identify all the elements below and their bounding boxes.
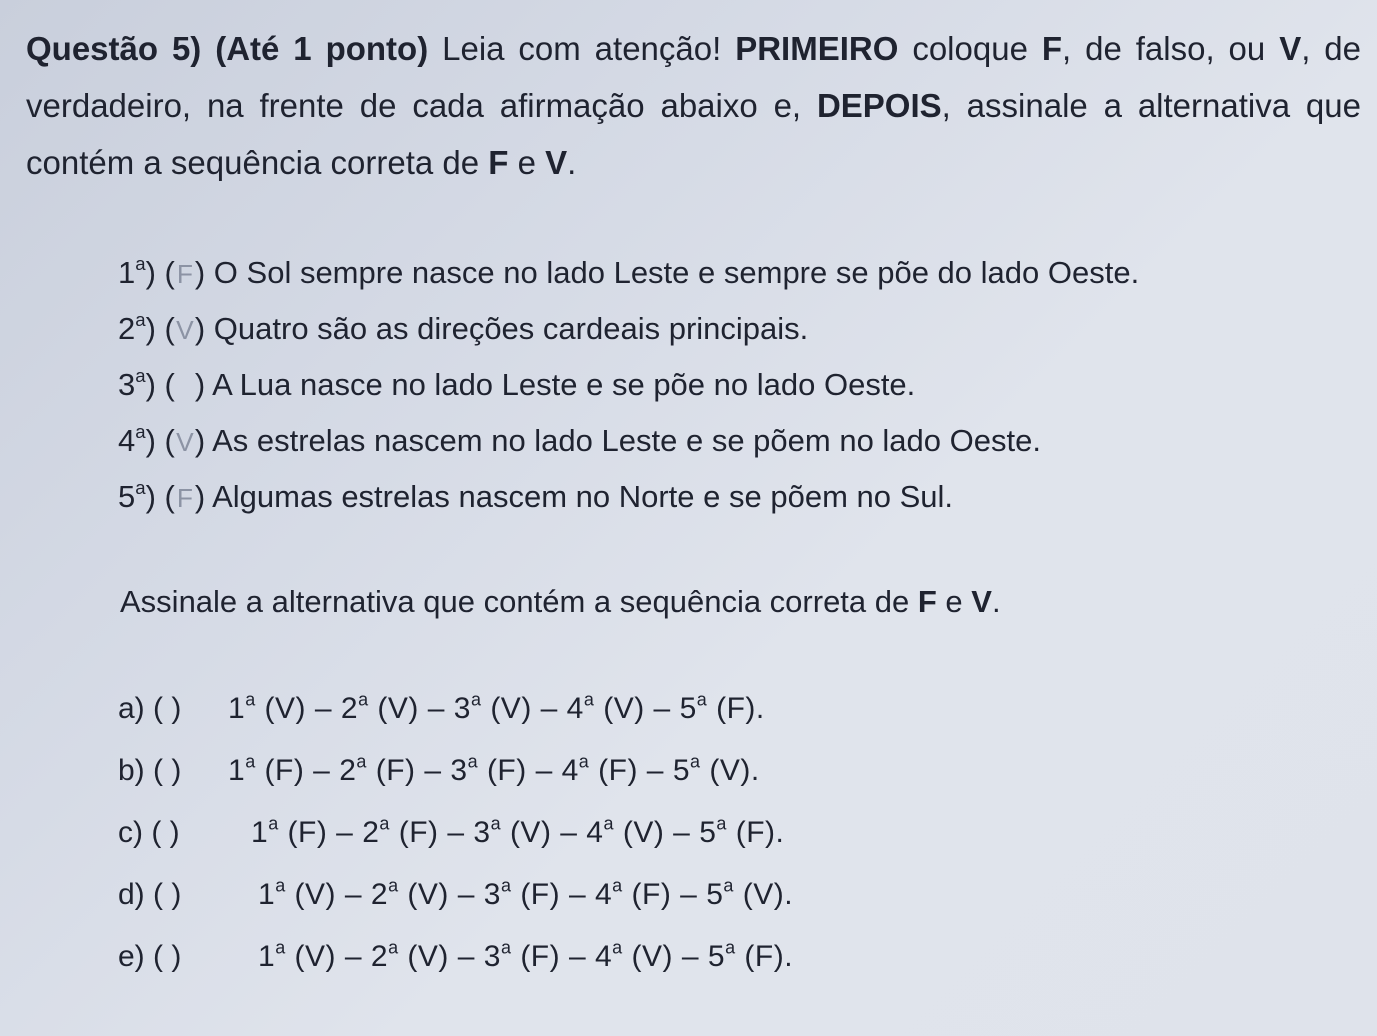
statement-item: 3$^a$) ( ) A Lua nasce no lado Leste e se põe no lado Oeste. [118, 364, 916, 402]
statement-item: 1$^a$) (F) O Sol sempre nasce no lado Leste e sempre se põe do lado Oeste. [118, 245, 1139, 301]
header-bold: DEPOIS [816, 87, 942, 124]
option-b[interactable] [118, 745, 793, 797]
question-header [26, 20, 1361, 191]
header-bold: F [1041, 30, 1063, 67]
statement-text: Quatro são as direções cardeais principais. [213, 311, 809, 346]
instruction-prompt [120, 580, 1001, 624]
question-label: Questão 5) (Até 1 ponto) [26, 30, 429, 67]
answer-mark[interactable]: F [176, 259, 193, 289]
header-text: . [567, 144, 577, 181]
answer-mark[interactable]: V [176, 315, 194, 345]
prompt-bold: V [971, 584, 992, 619]
statement-text: As estrelas nascem no lado Leste e se põem no lado Oeste. [212, 423, 1041, 458]
option-c[interactable] [118, 807, 793, 859]
header-text: coloque [898, 30, 1042, 67]
prompt-text: e [936, 584, 972, 619]
header-text: , assinale a alternativa que contém a sequência correta de [26, 87, 1361, 181]
header-bold: V [545, 144, 568, 181]
option-checkbox[interactable]: a) ( ) [118, 692, 182, 725]
statement-item: 4$^a$) (V) As estrelas nascem no lado Leste e se põem no lado Oeste. [118, 413, 1139, 469]
prompt-text: . [991, 584, 1001, 619]
option-checkbox[interactable]: e) ( ) [118, 940, 182, 973]
statement-text: Algumas estrelas nascem no Norte e se põem no Sul. [212, 479, 954, 514]
option-sequence: 1$^a$ (F) – 2$^a$ (F) – 3$^a$ (F) – 4$^a$ (F) – 5$^a$ (V). [228, 751, 760, 787]
option-checkbox[interactable]: c) ( ) [118, 816, 180, 849]
option-sequence: 1$^a$ (V) – 2$^a$ (V) – 3$^a$ (V) – 4$^a$ (V) – 5$^a$ (F). [228, 689, 765, 725]
statement-list [118, 245, 1139, 525]
header-text: , de verdadeiro, na frente de cada afirmação abaixo e, [26, 30, 1361, 124]
option-a[interactable] [118, 683, 793, 735]
answer-mark[interactable]: F [176, 483, 193, 513]
option-sequence: 1$^a$ (V) – 2$^a$ (V) – 3$^a$ (F) – 4$^a$ (F) – 5$^a$ (V). [258, 875, 794, 911]
statement-number: 4$^a$ [118, 420, 146, 458]
statement-number: 5$^a$ [118, 476, 146, 514]
statement-number: 1$^a$ [118, 252, 146, 290]
answer-options [118, 683, 793, 993]
option-sequence: 1$^a$ (V) – 2$^a$ (V) – 3$^a$ (F) – 4$^a$ (V) – 5$^a$ (F). [258, 937, 794, 973]
header-text: Leia com atenção! [428, 30, 736, 67]
header-bold: F [488, 144, 509, 181]
answer-mark[interactable]: V [176, 427, 194, 457]
prompt-bold: F [917, 584, 937, 619]
statement-item: 5$^a$) (F) Algumas estrelas nascem no Norte e se põem no Sul. [118, 469, 1139, 525]
prompt-text: Assinale a alternativa que contém a sequência correta de [120, 584, 918, 619]
option-sequence: 1$^a$ (F) – 2$^a$ (F) – 3$^a$ (V) – 4$^a$ (V) – 5$^a$ (F). [251, 813, 785, 849]
header-text: e [508, 144, 546, 181]
statement-text: O Sol sempre nasce no lado Leste e sempre se põe do lado Oeste. [213, 255, 1140, 290]
statement-text: A Lua nasce no lado Leste e se põe no lado Oeste. [212, 367, 916, 402]
option-checkbox[interactable]: b) ( ) [118, 754, 182, 787]
header-bold: V [1279, 30, 1302, 67]
option-checkbox[interactable]: d) ( ) [118, 878, 182, 911]
header-bold: PRIMEIRO [735, 30, 899, 67]
statement-item: 2$^a$) (V) Quatro são as direções cardeais principais. [118, 301, 1139, 357]
header-text: , de falso, ou [1062, 30, 1280, 67]
option-d[interactable] [118, 869, 793, 921]
statement-number: 2$^a$ [118, 308, 146, 346]
statement-number: 3$^a$ [118, 364, 146, 402]
option-e[interactable] [118, 931, 793, 983]
